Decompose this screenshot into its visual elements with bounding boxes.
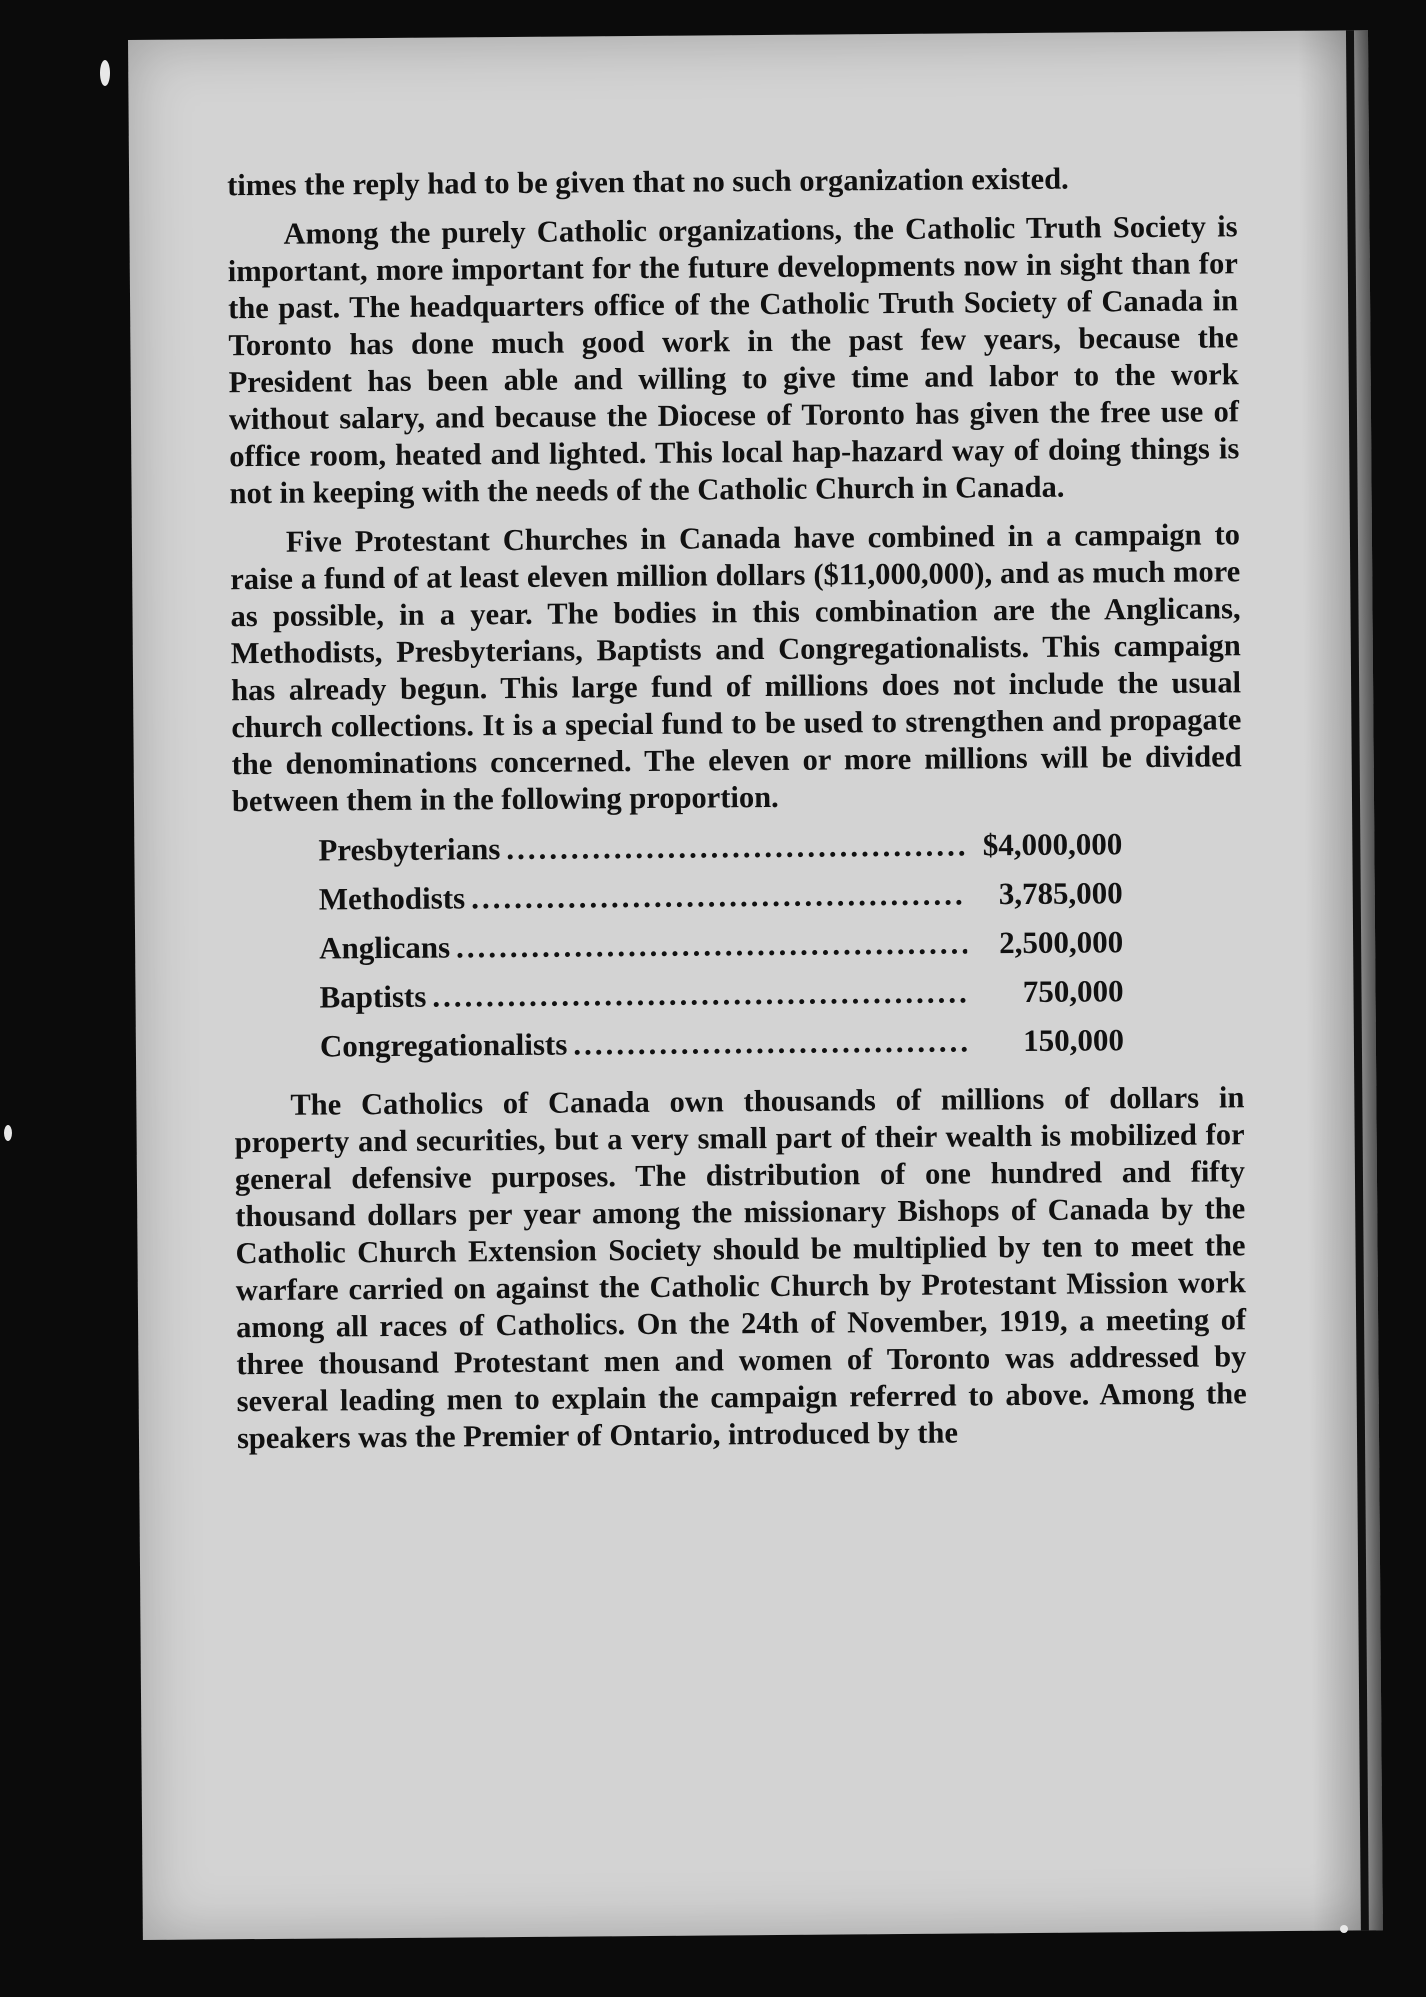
fund-distribution-list (232, 824, 1244, 1077)
scan-speck (4, 1125, 12, 1141)
dot-leader (573, 1022, 968, 1062)
dot-leader (456, 924, 967, 965)
paragraph-protestant-campaign: Five Protestant Churches in Canada have combined in a campaign to raise a fund of at least eleven million dollars ($11,000,000), and as much more as possible, in a year. The bodies in this combination are the Anglicans, Methodists, Presbyterians, Baptists and Congregationalists. This campaign has already begun. This large fund of millions does not include the usual church collections. It is a special fund to be used to strengthen and propagate the denominations concerned. The eleven or more millions will be divided between them in the following proportion. (230, 517, 1242, 819)
list-item (319, 874, 1123, 929)
scan-speck (1340, 1925, 1348, 1933)
denomination-name: Baptists (319, 978, 427, 1015)
fund-amount: $4,000,000 (982, 826, 1123, 863)
list-item (320, 1021, 1124, 1076)
list-item (319, 923, 1123, 978)
fund-amount: 2,500,000 (998, 924, 1124, 961)
dot-leader (506, 826, 966, 867)
denomination-name: Presbyterians (318, 831, 501, 868)
denomination-name: Anglicans (319, 929, 451, 966)
paragraph-continuation: times the reply had to be given that no such organization existed. (227, 161, 1069, 203)
fund-amount: 750,000 (1022, 973, 1124, 1010)
dot-leader (471, 875, 967, 916)
list-item (318, 825, 1122, 880)
denomination-name: Congregationalists (319, 1026, 568, 1064)
paragraph-catholic-wealth: The Catholics of Canada own thousands of millions of dollars in property and securities, but a very small part of their wealth is mobilized for general defensive purposes. The distribution of one hundred and fifty thousand dollars per year among the missionary Bishops of Canada by the Catholic Church Extension Society should be multiplied by ten to meet the warfare carried on against the Catholic Church by Protestant Mission work among all races of Catholics. On the 24th of November, 1919, a meeting of three thousand Protestant men and women of Toronto was addressed by several leading men to explain the campaign referred to above. Among the speakers was the Premier of Ontario, introduced by the (234, 1080, 1247, 1456)
fund-amount: 150,000 (1022, 1022, 1125, 1058)
dot-leader (432, 973, 967, 1014)
scan-speck (100, 60, 110, 86)
paper-page (128, 30, 1383, 1940)
page-binding-shadow (1298, 30, 1383, 1930)
paragraph-catholic-truth-society: Among the purely Catholic organizations, the Catholic Truth Society is important, more important for the future developments now in sight than for the past. The headquarters office of the Catholic Truth Society of Canada in Toronto has done much good work in the past few years, because the President has been able and willing to give time and labor to the work without salary, and because the Diocese of Toronto has given the free use of office room, heated and lighted. This local hap-hazard way of doing things is not in keeping with the needs of the Catholic Church in Canada. (227, 209, 1240, 511)
denomination-name: Methodists (318, 880, 466, 917)
list-item (319, 972, 1123, 1027)
body-text (227, 159, 1247, 1469)
fund-amount: 3,785,000 (998, 875, 1123, 912)
